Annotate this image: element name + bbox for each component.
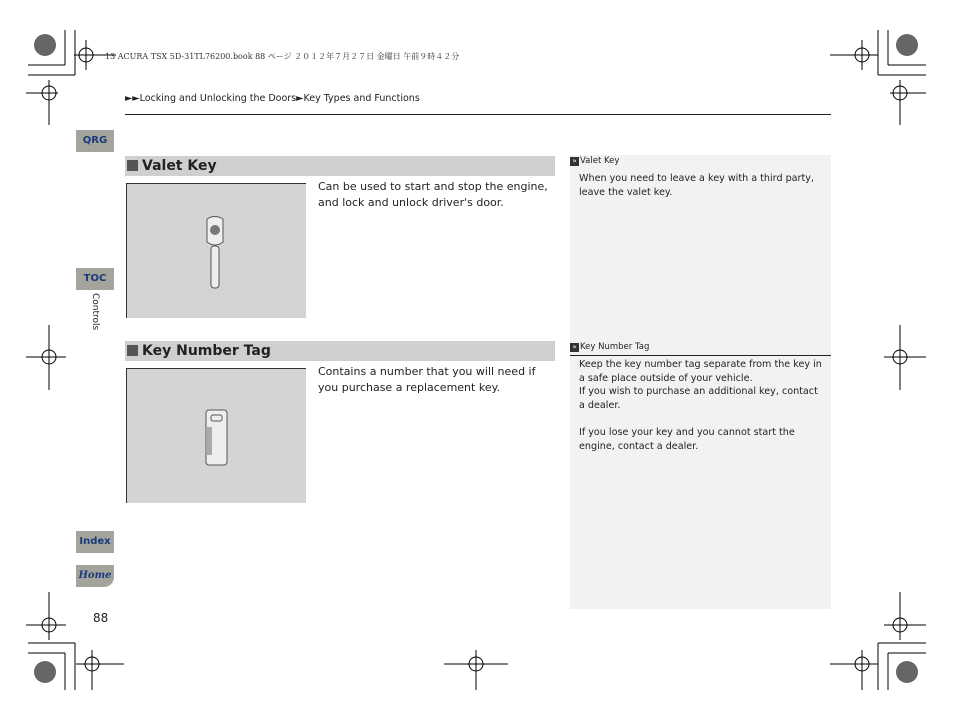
valet-key-description: Can be used to start and stop the engine, and lock and unlock driver's door. [318, 180, 548, 209]
breadcrumb-separator: ► [296, 93, 304, 104]
note-text: If you lose your key and you cannot start the engine, contact a dealer. [579, 427, 795, 452]
tag-icon [127, 369, 306, 503]
key-number-tag-illustration [126, 368, 306, 503]
page-number: 88 [93, 611, 109, 625]
toc-button[interactable]: TOC [76, 268, 114, 290]
key-number-tag-description: Contains a number that you will need if you purchase a replacement key. [318, 365, 536, 394]
qrg-button[interactable]: QRG [76, 130, 114, 152]
note-divider [570, 355, 831, 356]
note-title: Valet Key [580, 156, 620, 166]
note-text: Keep the key number tag separate from the key in a safe place outside of your vehicle. [579, 359, 822, 384]
index-button[interactable]: Index [76, 531, 114, 553]
valet-key-illustration [126, 183, 306, 318]
double-chevron-icon: » [570, 343, 579, 352]
section-tab-label: Controls [90, 293, 100, 331]
breadcrumb-link-locking[interactable]: Locking and Unlocking the Doors [139, 93, 297, 104]
note-text: When you need to leave a key with a third party, leave the valet key. [579, 173, 814, 198]
breadcrumb [125, 93, 420, 104]
note-title: Key Number Tag [580, 342, 650, 352]
section-title: Valet Key [142, 158, 217, 174]
note-title-key-number-tag [570, 342, 649, 352]
square-bullet-icon [127, 160, 138, 171]
note-title-valet-key [570, 156, 619, 166]
square-bullet-icon [127, 345, 138, 356]
section-header-valet-key [125, 156, 555, 176]
breadcrumb-arrows: ►► [125, 93, 140, 104]
header-rule [125, 114, 831, 115]
print-header: 13 ACURA TSX 5D-31TL76200.book 88 ページ ２０１２年７月２７日 金曜日 午前９時４２分 [105, 52, 460, 61]
breadcrumb-current: Key Types and Functions [303, 93, 420, 104]
double-chevron-icon: » [570, 157, 579, 166]
home-button[interactable]: Home [76, 565, 114, 587]
key-icon [127, 184, 306, 318]
section-title: Key Number Tag [142, 343, 271, 359]
section-header-key-number-tag [125, 341, 555, 361]
note-text: If you wish to purchase an additional key, contact a dealer. [579, 386, 818, 411]
